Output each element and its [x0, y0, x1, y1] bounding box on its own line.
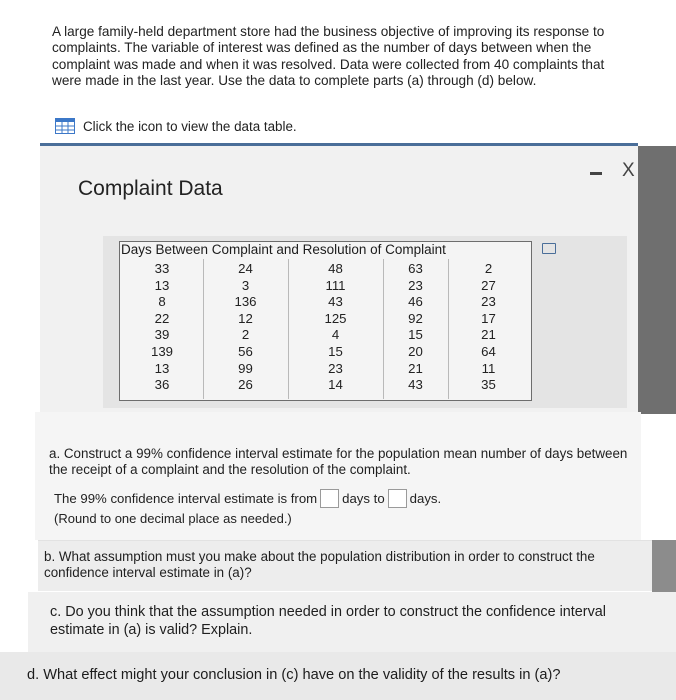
table-cell: 14	[328, 377, 343, 393]
table-cell: 33	[154, 261, 170, 276]
answer-suffix: days.	[409, 491, 442, 506]
table-cell: 23	[328, 360, 343, 376]
table-grid-icon[interactable]	[55, 118, 75, 134]
table-row	[121, 377, 529, 394]
table-cell: 15	[328, 344, 343, 359]
table-row	[121, 361, 529, 378]
table-cell: 35	[481, 377, 496, 393]
table-cell: 21	[408, 360, 423, 376]
table-cell: 39	[154, 327, 170, 343]
table-cell: 24	[238, 261, 253, 276]
view-data-table-link[interactable]	[55, 118, 297, 134]
lower-bound-input[interactable]	[320, 489, 339, 508]
table-cell: 23	[481, 294, 496, 310]
table-cell: 2	[241, 327, 250, 343]
table-cell: 3	[241, 277, 250, 293]
answer-mid: days to	[342, 491, 385, 506]
table-cell: 12	[238, 310, 253, 326]
table-cell: 4	[331, 327, 340, 343]
table-cell: 139	[150, 344, 173, 359]
table-cell: 20	[408, 344, 423, 359]
table-cell: 63	[408, 261, 423, 276]
rounding-note: (Round to one decimal place as needed.)	[54, 511, 292, 526]
table-row	[121, 261, 529, 278]
table-cell: 27	[481, 277, 496, 293]
data-link-label[interactable]: Click the icon to view the data table.	[83, 118, 297, 134]
table-cell: 125	[324, 310, 347, 326]
table-cell: 13	[154, 277, 170, 293]
table-row	[121, 344, 529, 361]
table-cell: 64	[481, 344, 496, 359]
table-cell: 111	[325, 277, 346, 293]
dialog-title: Complaint Data	[78, 177, 223, 200]
table-cell: 13	[154, 360, 170, 376]
table-cell: 26	[238, 377, 253, 393]
table-cell: 36	[154, 377, 170, 393]
table-cell: 8	[158, 294, 166, 310]
part-c-question-line2: estimate in (a) is valid? Explain.	[50, 622, 253, 638]
upper-bound-input[interactable]	[388, 489, 407, 508]
part-a-section	[35, 412, 641, 554]
table-cell: 21	[481, 327, 496, 343]
answer-prefix: The 99% confidence interval estimate is from	[54, 491, 318, 506]
problem-statement: A large family-held department store had the business objective of improving its response to complaints. The variable of interest was defined as the number of days between when the complaint was made and when it was resolved. Data were collected from 40 complaints that were made in the last year. Use the data to complete parts (a) through (d) below.	[52, 24, 605, 88]
part-a-question: a. Construct a 99% confidence interval estimate for the population mean number of days between the receipt of a complaint and the resolution of the complaint.	[49, 446, 628, 477]
table-cell: 15	[408, 327, 423, 343]
table-row	[121, 294, 529, 311]
close-icon[interactable]: X	[622, 160, 635, 181]
table-cell: 56	[238, 344, 253, 359]
table-caption: Days Between Complaint and Resolution of Complaint	[121, 242, 446, 257]
table-cell: 22	[154, 310, 170, 326]
table-cell: 2	[484, 261, 493, 276]
table-cell: 11	[481, 360, 496, 376]
table-row	[121, 278, 529, 295]
table-cell: 46	[408, 294, 423, 310]
part-a-answer-line	[54, 489, 441, 508]
table-cell: 23	[408, 277, 423, 293]
table-cell: 136	[234, 294, 257, 310]
background-edge	[652, 540, 676, 592]
table-row	[121, 311, 529, 328]
table-cell: 92	[408, 310, 423, 326]
table-cell: 43	[408, 377, 423, 393]
minimize-icon[interactable]	[590, 172, 602, 175]
table-cell: 43	[328, 294, 343, 310]
part-b-question: b. What assumption must you make about the population distribution in order to construct the confidence interval estimate in (a)?	[44, 549, 595, 580]
copy-table-icon[interactable]	[542, 243, 556, 254]
table-cell: 48	[328, 261, 343, 276]
part-c-question-line1: c. Do you think that the assumption needed in order to construct the confidence interval	[50, 604, 606, 620]
table-row	[121, 327, 529, 344]
background-edge	[638, 146, 676, 414]
table-cell: 17	[481, 310, 496, 326]
table-cell: 99	[238, 360, 253, 376]
part-d-question: d. What effect might your conclusion in (c) have on the validity of the results in (a)?	[27, 667, 561, 683]
